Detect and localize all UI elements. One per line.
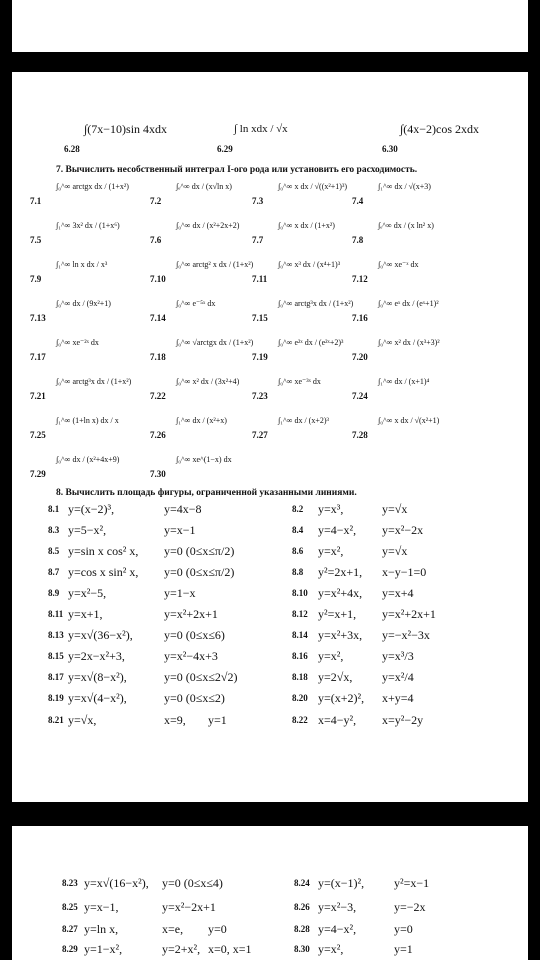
problem-integral: ∫₀^∞ arctg² x dx / (1+x²): [176, 260, 254, 269]
problem-integral: ∫₀^∞ xe⁻ˣ dx: [378, 260, 419, 269]
problem-number: 8.15: [48, 651, 64, 661]
curve-equation: y=cos x sin² x,: [68, 565, 139, 579]
curve-equation: y=0 (0≤x≤π/2): [164, 544, 235, 558]
curve-equation: y=0 (0≤x≤4): [162, 876, 223, 890]
curve-equation: x=e,: [162, 922, 184, 936]
problem-number: 8.28: [294, 924, 310, 934]
problem-number: 7.23: [252, 391, 268, 401]
problem-number: 8.30: [294, 944, 310, 954]
problem-number: 8.17: [48, 672, 64, 682]
problem-number: 8.3: [48, 525, 60, 535]
problem-number: 7.15: [252, 313, 268, 323]
problem-integral: ∫₀^∞ arctgx dx / (1+x²): [56, 182, 129, 191]
problem-number: 7.10: [150, 274, 166, 284]
problem-number: 8.7: [48, 567, 60, 577]
curve-equation: y=x²,: [318, 649, 344, 663]
problem-number: 8.29: [62, 944, 78, 954]
page-main: [12, 72, 528, 802]
problem-number: 7.9: [30, 274, 42, 284]
problem-integral: ∫₀^∞ xe⁻²ˣ dx: [56, 338, 99, 347]
problem-number: 7.24: [352, 391, 368, 401]
problem-number: 7.18: [150, 352, 166, 362]
problem-number: 7.30: [150, 469, 166, 479]
problem-number: 8.5: [48, 546, 60, 556]
problem-number: 7.17: [30, 352, 46, 362]
problem-integral: ∫₀^∞ eˣ dx / (eˣ+1)²: [378, 299, 439, 308]
curve-equation: y=√x: [382, 502, 408, 516]
problem-number: 8.21: [48, 715, 64, 725]
problem-integral: ∫₁^∞ dx / (x+2)³: [278, 416, 329, 425]
problem-number: 7.8: [352, 235, 364, 245]
problem-number: 8.24: [294, 878, 310, 888]
problem-number: 7.20: [352, 352, 368, 362]
curve-equation: y=1−x²,: [84, 942, 123, 956]
problem-number: 7.22: [150, 391, 166, 401]
curve-equation: y=4x−8: [164, 502, 202, 516]
curve-equation: y=x²+4x,: [318, 586, 363, 600]
problem-number: 7.5: [30, 235, 42, 245]
problem-number: 8.14: [292, 630, 308, 640]
problem-number: 8.13: [48, 630, 64, 640]
curve-equation: y=x√(8−x²),: [68, 670, 127, 684]
problem-integral: ∫₀^∞ xe^(1−x) dx: [176, 455, 232, 464]
problem-number: 8.25: [62, 902, 78, 912]
curve-equation: y=0 (0≤x≤2): [164, 691, 225, 705]
problem-number: 8.9: [48, 588, 60, 598]
problem-number: 8.11: [48, 609, 64, 619]
problem-number: 7.1: [30, 196, 42, 206]
curve-equation: y=x+1,: [68, 607, 103, 621]
formula-6-28: ∫(7x−10)sin 4xdx: [84, 122, 168, 136]
formula-6-30: ∫(4x−2)cos 2xdx: [400, 122, 480, 136]
curve-equation: y=0 (0≤x≤2√2): [164, 670, 238, 684]
curve-equation: y=x²−4x+3: [164, 649, 218, 663]
problem-integral: ∫₀^∞ x dx / √((x²+1)³): [278, 182, 348, 191]
problem-number: 7.3: [252, 196, 264, 206]
problem-number: 8.12: [292, 609, 308, 619]
curve-equation: y=√x,: [68, 713, 97, 727]
curve-equation: y=2x−x²+3,: [68, 649, 125, 663]
curve-equation: y=(x−1)²,: [318, 876, 365, 890]
problem-number: 8.4: [292, 525, 304, 535]
curve-equation: y=√x: [382, 544, 408, 558]
problem-number: 8.19: [48, 693, 64, 703]
curve-equation: y=1−x: [164, 586, 196, 600]
curve-equation: y=2+x²,: [162, 942, 201, 956]
problem-number: 7.12: [352, 274, 368, 284]
problem-integral: ∫₀^∞ e²ˣ dx / (e²ˣ+2)³: [278, 338, 344, 347]
curve-equation: y=x²+2x+1: [382, 607, 436, 621]
problem-number: 8.18: [292, 672, 308, 682]
problem-number: 7.6: [150, 235, 162, 245]
curve-equation: y=(x+2)²,: [318, 691, 365, 705]
number-6-29: 6.29: [217, 144, 233, 154]
problem-number: 7.4: [352, 196, 364, 206]
curve-equation: y=0 (0≤x≤π/2): [164, 565, 235, 579]
problem-number: 7.16: [352, 313, 368, 323]
problem-number: 8.16: [292, 651, 308, 661]
problem-integral: ∫₀^∞ xe⁻³ˣ dx: [278, 377, 321, 386]
curve-equation: y=x³/3: [382, 649, 414, 663]
curve-equation: y=ln x,: [84, 922, 119, 936]
curve-equation: x−y−1=0: [382, 565, 427, 579]
curve-equation: y=x²,: [318, 544, 344, 558]
curve-equation: y=4−x²,: [318, 523, 357, 537]
curve-equation: y=x²−5,: [68, 586, 107, 600]
problem-integral: ∫₁^∞ ln x dx / x³: [56, 260, 108, 269]
curve-equation: y=x−1,: [84, 900, 119, 914]
problem-integral: ∫₀^∞ x² dx / (3x²+4): [176, 377, 240, 386]
problem-integral: ∫₁^∞ dx / (x²+x): [176, 416, 227, 425]
heading-section-8: 8. Вычислить площадь фигуры, ограниченной указанными линиями.: [56, 488, 357, 498]
problem-number: 7.29: [30, 469, 46, 479]
curve-equation: y=x²/4: [382, 670, 414, 684]
curve-equation: y=x³,: [318, 502, 344, 516]
problem-number: 8.22: [292, 715, 308, 725]
curve-equation: y=(x−2)³,: [68, 502, 115, 516]
curve-equation: y=4−x²,: [318, 922, 357, 936]
curve-equation: y=x²−3,: [318, 900, 357, 914]
problem-integral: ∫₀^∞ arctg³x dx / (1+x²): [56, 377, 132, 386]
curve-equation: y=x²−2x+1: [162, 900, 216, 914]
curve-equation: y=x+4: [382, 586, 414, 600]
page-bottom: [12, 826, 528, 960]
number-6-30: 6.30: [382, 144, 398, 154]
curve-equation: y=−x²−3x: [382, 628, 430, 642]
formula-6-29: ∫ ln xdx / √x: [234, 123, 288, 135]
problem-number: 8.26: [294, 902, 310, 912]
problem-number: 7.2: [150, 196, 162, 206]
curve-equation: y²=2x+1,: [318, 565, 363, 579]
heading-section-7: 7. Вычислить несобственный интеграл I-ого рода или установить его расходимость.: [56, 165, 418, 175]
problem-number: 7.27: [252, 430, 268, 440]
curve-equation: y=x√(4−x²),: [68, 691, 127, 705]
problem-integral: ∫₀^∞ dx / (x²+2x+2): [176, 221, 240, 230]
curve-equation: y=x√(36−x²),: [68, 628, 133, 642]
problem-integral: ∫₁^∞ dx / (x+1)⁴: [378, 377, 430, 386]
curve-equation: y=x²−2x: [382, 523, 424, 537]
problem-number: 8.2: [292, 504, 304, 514]
problem-number: 7.25: [30, 430, 46, 440]
problem-integral: ∫ₑ^∞ dx / (x√ln x): [176, 182, 232, 191]
curve-equation: y=sin x cos² x,: [68, 544, 139, 558]
problem-number: 8.27: [62, 924, 78, 934]
curve-equation: x=4−y²,: [318, 713, 357, 727]
curve-equation: y²=x−1: [394, 876, 430, 890]
problem-number: 7.28: [352, 430, 368, 440]
curve-equation: y=1: [394, 942, 413, 956]
curve-equation: x+y=4: [382, 691, 414, 705]
number-6-28: 6.28: [64, 144, 80, 154]
problem-number: 7.19: [252, 352, 268, 362]
problem-integral: ∫₁^∞ 3x² dx / (1+x⁶): [56, 221, 120, 230]
curve-equation: y=1: [208, 713, 227, 727]
problem-number: 8.20: [292, 693, 308, 703]
problem-integral: ∫₀^∞ x² dx / (x³+3)²: [378, 338, 440, 347]
problem-number: 7.26: [150, 430, 166, 440]
curve-equation: y=0: [394, 922, 413, 936]
curve-equation: y=x−1: [164, 523, 196, 537]
problem-number: 7.11: [252, 274, 268, 284]
problem-number: 7.7: [252, 235, 264, 245]
problem-integral: ∫₀^∞ x³ dx / (x⁴+1)³: [278, 260, 341, 269]
problem-number: 7.21: [30, 391, 46, 401]
problem-number: 7.13: [30, 313, 46, 323]
curve-equation: y=x²+3x,: [318, 628, 363, 642]
problem-number: 8.10: [292, 588, 308, 598]
problem-integral: ∫₀^∞ x dx / (1+x²): [278, 221, 335, 230]
problem-number: 7.14: [150, 313, 166, 323]
problem-integral: ∫₁^∞ (1+ln x) dx / x: [56, 416, 119, 425]
problem-integral: ∫₀^∞ e⁻⁵ˣ dx: [176, 299, 216, 308]
curve-equation: y=x²,: [318, 942, 344, 956]
problem-integral: ∫ₑ^∞ dx / (x ln² x): [378, 221, 434, 230]
curve-equation: y=x²+2x+1: [164, 607, 218, 621]
page-top: [12, 0, 528, 52]
problem-integral: ∫₁^∞ dx / √(x+3): [378, 182, 431, 191]
problem-number: 8.8: [292, 567, 304, 577]
problem-number: 8.23: [62, 878, 78, 888]
curve-equation: x=9,: [164, 713, 186, 727]
problem-number: 8.1: [48, 504, 60, 514]
curve-equation: y=x√(16−x²),: [84, 876, 149, 890]
curve-equation: y²=x+1,: [318, 607, 357, 621]
problem-integral: ∫₀^∞ dx / (x²+4x+9): [56, 455, 120, 464]
problem-integral: ∫₀^∞ dx / (9x²+1): [56, 299, 111, 308]
curve-equation: y=0 (0≤x≤6): [164, 628, 225, 642]
problem-integral: ∫₀^∞ √arctgx dx / (1+x²): [176, 338, 254, 347]
curve-equation: y=−2x: [394, 900, 426, 914]
curve-equation: y=0: [208, 922, 227, 936]
curve-equation: x=0, x=1: [208, 942, 252, 956]
problem-integral: ∫₀^∞ x dx / √(x²+1): [378, 416, 440, 425]
problem-integral: ∫₀^∞ arctg³x dx / (1+x²): [278, 299, 354, 308]
curve-equation: x=y²−2y: [382, 713, 424, 727]
curve-equation: y=5−x²,: [68, 523, 107, 537]
problem-number: 8.6: [292, 546, 304, 556]
curve-equation: y=2√x,: [318, 670, 353, 684]
